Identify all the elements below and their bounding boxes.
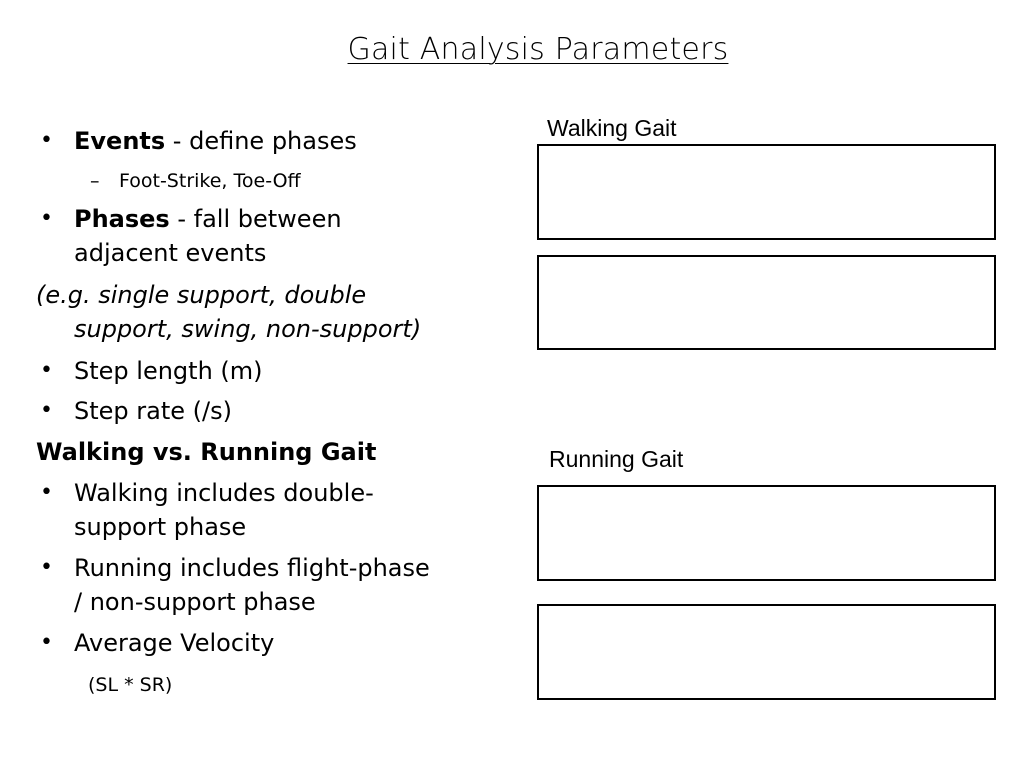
phases-continuation: adjacent events — [74, 239, 267, 267]
walking-gait-label: Walking Gait — [547, 115, 677, 141]
phases-term: Phases — [74, 205, 170, 233]
events-term: Events — [74, 127, 166, 155]
walking-gait-box-2 — [537, 255, 996, 350]
bullet-icon: • — [40, 480, 53, 505]
bullet-icon: • — [40, 398, 53, 423]
bullet-icon: • — [40, 630, 53, 655]
running-gait-label: Running Gait — [549, 446, 684, 472]
walking-gait-box-1 — [537, 144, 996, 240]
bullet-icon: • — [40, 555, 53, 580]
events-description: - define phases — [165, 127, 357, 155]
phases-description: - fall between — [169, 205, 342, 233]
running-gait-box-2 — [537, 604, 996, 700]
running-gait-box-1 — [537, 485, 996, 581]
slide: Gait Analysis Parameters • Events - define phases – Foot-Strike, Toe-Off • Phases - fall between adjacent events (e.g. single support, double support, swing, non-support) • Step length (m) • Step rate (/s) Walking vs. Running Gait • Walking includes double- support phase • Running includes flight-phase / non-support phase • Average Velocity (SL * SR) Walking Gait Running Gait — [0, 0, 1024, 768]
bullet-icon: • — [40, 128, 53, 153]
bullet-icon: • — [40, 206, 53, 231]
slide-title: Gait Analysis Parameters — [347, 32, 729, 67]
bullet-icon: • — [40, 358, 53, 383]
dash-icon: – — [90, 170, 100, 192]
events-sub-text: Foot-Strike, Toe-Off — [119, 170, 301, 192]
